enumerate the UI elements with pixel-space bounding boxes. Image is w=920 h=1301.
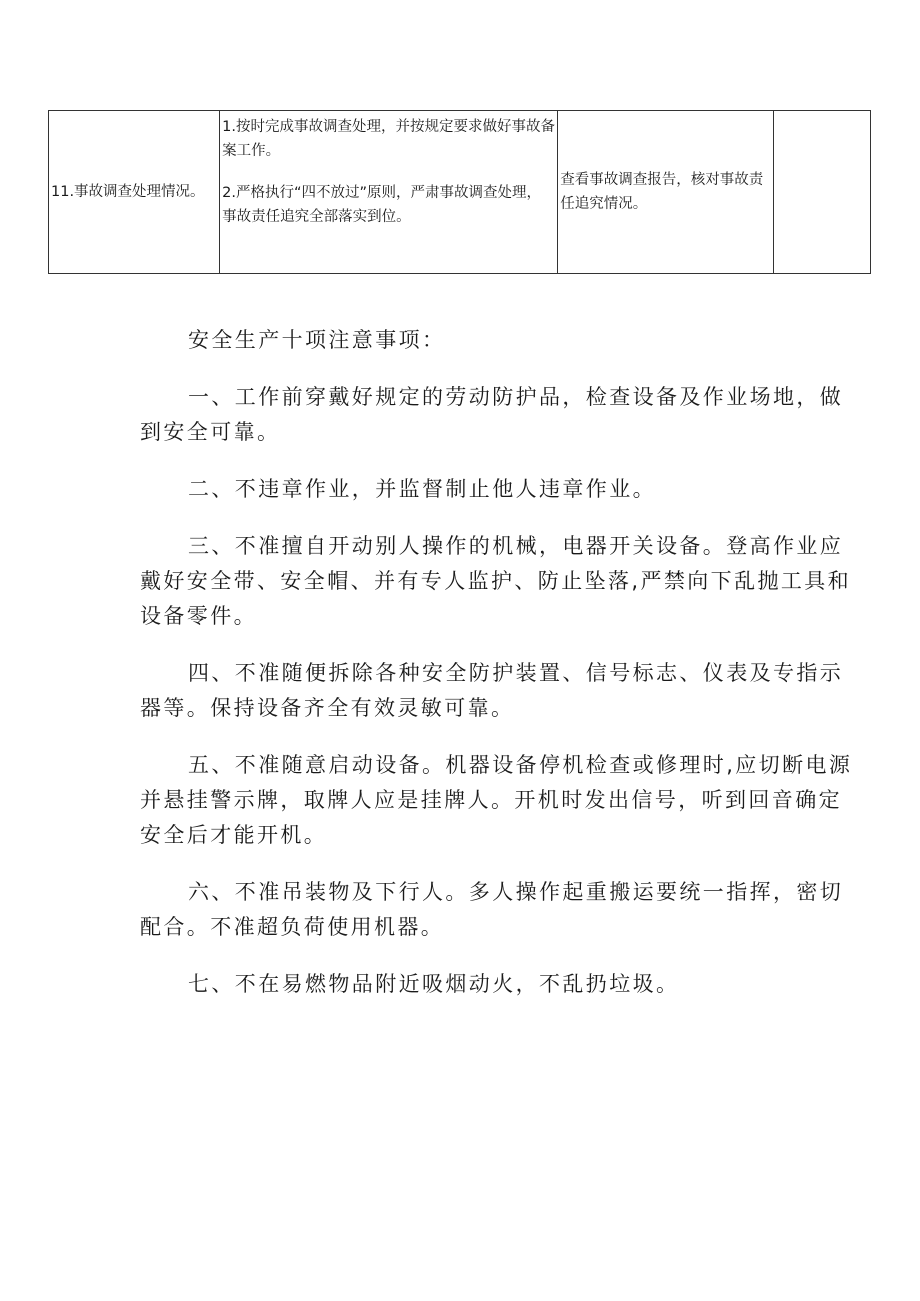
note-item-6: 六、不准吊装物及下行人。多人操作起重搬运要统一指挥，密切配合。不准超负荷使用机器。 (140, 880, 844, 939)
method-cell (558, 111, 774, 274)
inspection-table (48, 110, 871, 274)
note-item-3: 三、不准擅自开动别人操作的机械，电器开关设备。登高作业应戴好安全带、安全帽、并有专人监护、防止坠落,严禁向下乱抛工具和设备零件。 (140, 534, 852, 628)
requirement-2: 2.严格执行“四不放过”原则，严肃事故调查处理，事故责任追究全部落实到位。 (222, 185, 541, 225)
inspection-table-section (48, 110, 871, 274)
notes-title: 安全生产十项注意事项： (188, 328, 446, 352)
requirement-1: 1.按时完成事故调查处理，并按规定要求做好事故备案工作。 (222, 119, 555, 159)
note-item-4: 四、不准随便拆除各种安全防护装置、信号标志、仪表及专指示器等。保持设备齐全有效灵敏可靠。 (140, 661, 844, 720)
item-text: 11.事故调查处理情况。 (51, 184, 205, 200)
safety-notes (140, 323, 860, 1002)
note-item-1: 一、工作前穿戴好规定的劳动防护品，检查设备及作业场地，做到安全可靠。 (140, 385, 844, 444)
score-cell (774, 111, 871, 274)
note-item-2: 二、不违章作业，并监督制止他人违章作业。 (188, 477, 656, 501)
table-row (49, 111, 871, 274)
note-item-5: 五、不准随意启动设备。机器设备停机检查或修理时,应切断电源并悬挂警示牌，取牌人应是挂牌人。开机时发出信号，听到回音确定安全后才能开机。 (140, 753, 853, 847)
item-cell (49, 111, 220, 274)
note-item-7: 七、不在易燃物品附近吸烟动火，不乱扔垃圾。 (188, 972, 680, 996)
requirements-cell (220, 111, 558, 274)
method-text: 查看事故调查报告，核对事故责任追究情况。 (560, 172, 764, 212)
